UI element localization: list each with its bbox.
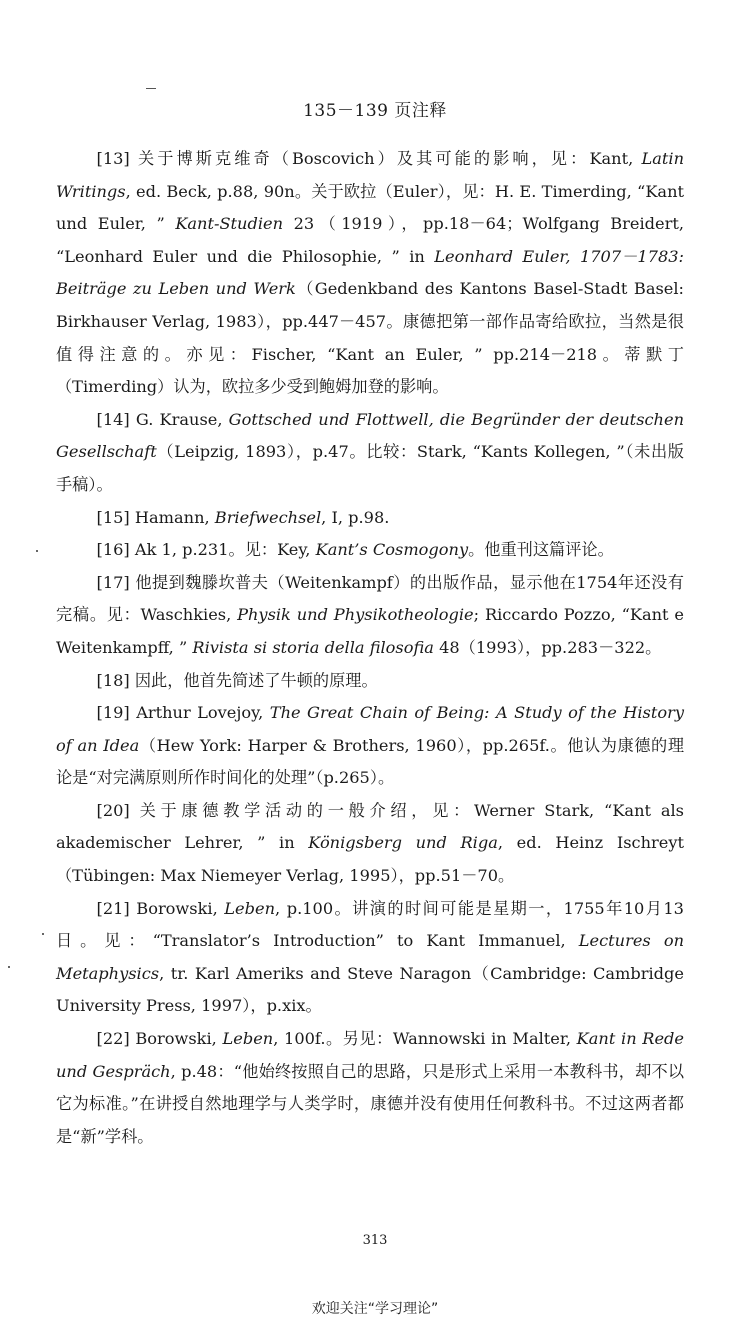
endnotes-list — [56, 143, 684, 1153]
note-italic-title: Latin Writings — [56, 149, 684, 201]
endnote-21 — [56, 893, 684, 1023]
note-text: , 100f.。另见：Wannowski in Malter, — [273, 1029, 577, 1049]
note-text: （Hew York: Harper & Brothers, 1960），pp.265f.。他认为康德的理论是“对完满原则所作时间化的处理”（p.265）。 — [56, 735, 685, 788]
page-header: 135－139 页注释 — [303, 101, 447, 121]
scan-speck — [8, 966, 10, 968]
note-text: （Leipzig, 1893），p.47。比较：Stark, “Kants Kollegen, ”（未出版手稿）。 — [56, 442, 684, 494]
note-text: [17] 他提到魏滕坎普夫（Weitenkampf）的出版作品，显示他在1754年还没有完稿。见：Waschkies, — [56, 572, 684, 625]
endnote-20 — [56, 795, 684, 893]
note-text: [14] G. Krause, — [96, 409, 229, 429]
note-italic-title: Kant’s Cosmogony — [315, 540, 469, 560]
scan-mark — [146, 88, 156, 89]
note-italic-title: The Great Chain of Being: A Study of the History of an Idea — [56, 703, 685, 755]
note-text: ; Riccardo Pozzo, “Kant e Weitenkampff, ” — [56, 605, 684, 657]
note-text: , ed. Beck, p.88, 90n。关于欧拉（Euler），见：H. E. Timerding, “Kant und Euler, ” — [56, 181, 684, 234]
note-italic-title: Königsberg und Riga — [308, 833, 498, 853]
endnote-17 — [56, 567, 684, 665]
note-text: , p.100。讲演的时间可能是星期一，1755年10月13日。见：“Translator’s Introduction” to Kant Immanuel, — [56, 898, 684, 951]
endnote-13 — [56, 143, 684, 404]
note-italic-title: Kant in Rede und Gespräch — [56, 1029, 684, 1081]
endnote-22 — [56, 1023, 684, 1153]
note-text: [16] Ak 1, p.231。见：Key, — [96, 540, 316, 560]
endnote-19 — [56, 697, 684, 795]
note-text: 。他重刊这篇评论。 — [468, 540, 614, 560]
note-text: , I, p.98. — [321, 507, 390, 527]
footer-watermark: 欢迎关注“学习理论” — [311, 1301, 439, 1317]
note-text: , p.48：“他始终按照自己的思路，只是形式上采用一本教科书，却不以它为标准。”在讲授自然地理学与人类学时，康德并没有使用任何教科书。不过这两者都是“新”学科。 — [56, 1061, 685, 1146]
page-number: 313 — [362, 1233, 388, 1248]
note-text: [19] Arthur Lovejoy, — [96, 703, 270, 723]
note-text: , tr. Karl Ameriks and Steve Naragon（Cambridge: Cambridge University Press, 1997），p.xix。 — [56, 963, 684, 1016]
note-italic-title: Kant-Studien — [175, 214, 284, 234]
note-italic-title: Leonhard Euler, 1707－1783: Beiträge zu Leben und Werk — [56, 246, 684, 299]
note-text: 48（1993），pp.283－322。 — [433, 637, 662, 657]
note-italic-title: Briefwechsel — [214, 507, 322, 527]
note-text: [21] Borowski, — [96, 898, 225, 918]
note-italic-title: Rivista si storia della filosofia — [192, 637, 434, 657]
note-text: [22] Borowski, — [96, 1029, 223, 1049]
note-italic-title: Gottsched und Flottwell, die Begründer der deutschen Gesellschaft — [56, 409, 684, 462]
endnote-15 — [56, 502, 684, 535]
note-italic-title: Physik und Physikotheologie — [237, 605, 474, 625]
note-text: [15] Hamann, — [96, 507, 215, 527]
endnote-16 — [56, 534, 684, 567]
note-text: （Gedenkband des Kantons Basel-Stadt Basel: Birkhauser Verlag, 1983），pp.447－457。康德把第一部作品寄给欧拉，当然是很值得注意的。亦见：Fischer, “Kant an Euler, ” pp.214－218。蒂默丁（Timerding）认为，欧拉多少受到鲍姆加登的影响。 — [56, 279, 684, 397]
note-text: [18] 因此，他首先简述了牛顿的原理。 — [96, 670, 378, 690]
note-text: 23（1919），pp.18－64；Wolfgang Breidert, “Leonhard Euler und die Philosophie, ” in — [56, 214, 684, 266]
note-italic-title: Lectures on Metaphysics — [56, 931, 684, 983]
scan-speck — [42, 933, 44, 935]
note-text: [20] 关于康德教学活动的一般介绍，见：Werner Stark, “Kant als akademischer Lehrer, ” in — [56, 800, 684, 853]
note-text: , ed. Heinz Ischreyt（Tübingen: Max Niemeyer Verlag, 1995），pp.51－70。 — [56, 833, 684, 886]
endnote-18 — [56, 665, 684, 698]
endnote-14 — [56, 404, 684, 502]
note-italic-title: Leben — [222, 1029, 274, 1049]
note-text: [13] 关于博斯克维奇（Boscovich）及其可能的影响，见：Kant, — [96, 149, 642, 168]
scan-speck — [36, 550, 38, 552]
note-italic-title: Leben — [224, 898, 275, 918]
